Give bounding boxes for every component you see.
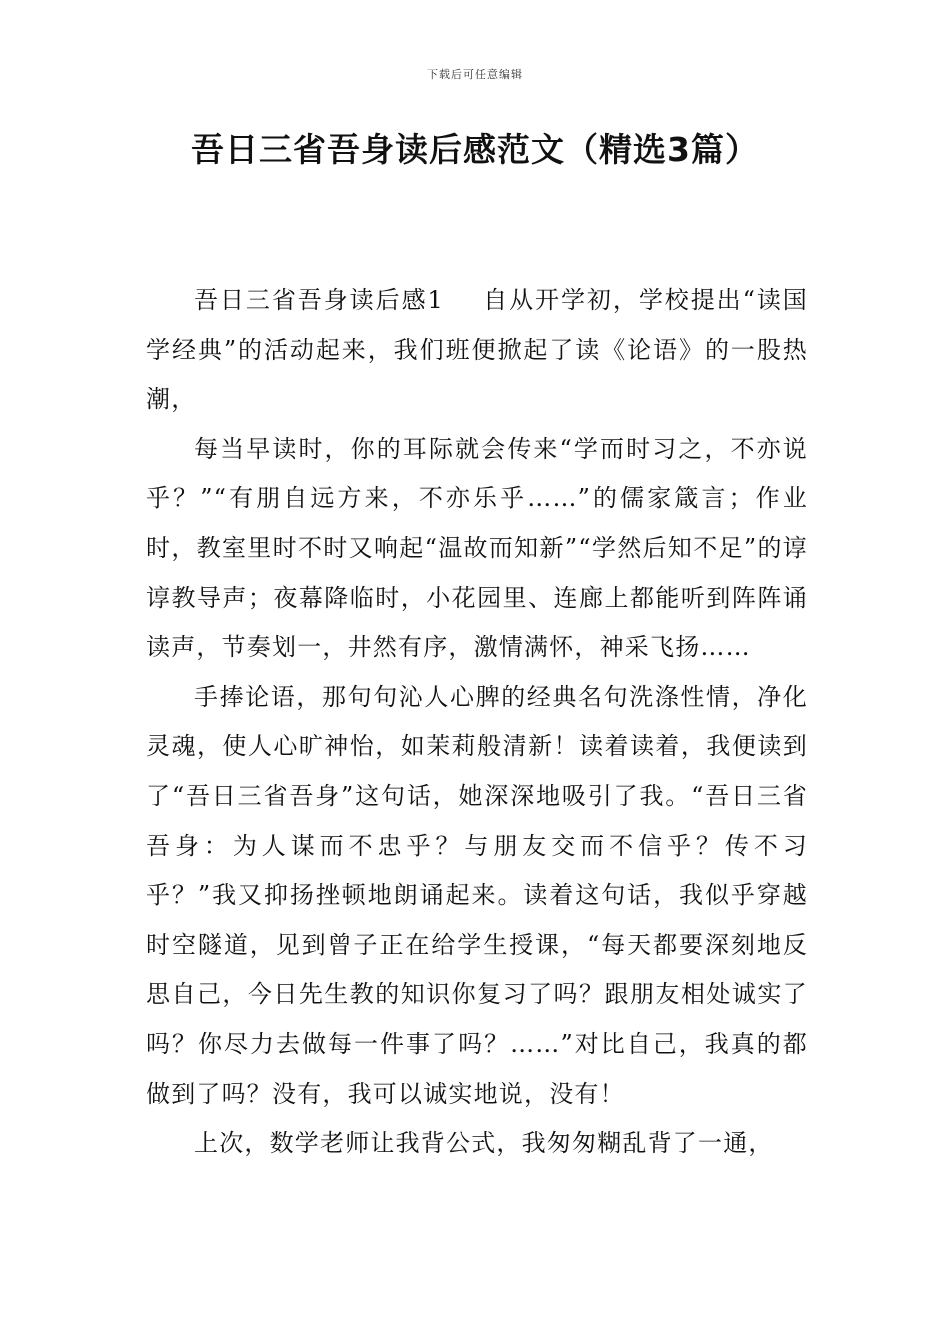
paragraph-1 [146, 276, 808, 425]
essay-heading: 吾日三省吾身读后感1 [194, 286, 444, 314]
paragraph-4: 上次，数学老师让我背公式，我匆匆糊乱背了一通， [194, 1129, 774, 1158]
paragraph-2: 每当早读时，你的耳际就会传来“学而时习之，不亦说乎？”“有朋自远方来，不亦乐乎……”的儒家箴言；作业时，教室里时不时又响起“温故而知新”“学然后知不足”的谆谆教导声；夜幕降临时，小花园里、连廊上都能听到阵阵诵读声，节奏划一，井然有序，激情满怀，神采飞扬…… [146, 434, 808, 662]
paragraph-text: 自从开学初，学校提出“读国学经典”的活动起来，我们班便掀起了读《论语》的一股热潮， [146, 286, 808, 414]
page-title: 吾日三省吾身读后感范文（精选3篇） [191, 130, 759, 169]
header-note: 下载后可任意编辑 [427, 68, 523, 81]
document-body [146, 276, 808, 1169]
paragraph-3: 手捧论语，那句句沁人心脾的经典名句洗涤性情，净化灵魂，使人心旷神怡，如茉莉般清新！读着读着，我便读到了“吾日三省吾身”这句话，她深深地吸引了我。“吾日三省吾身：为人谋而不忠乎？与朋友交而不信乎？传不习乎？”我又抑扬挫顿地朗诵起来。读着这句话，我似乎穿越时空隧道，见到曾子正在给学生授课，“每天都要深刻地反思自己，今日先生教的知识你复习了吗？跟朋友相处诚实了吗？你尽力去做每一件事了吗？……”对比自己，我真的都做到了吗？没有，我可以诚实地说，没有！ [146, 682, 808, 1108]
